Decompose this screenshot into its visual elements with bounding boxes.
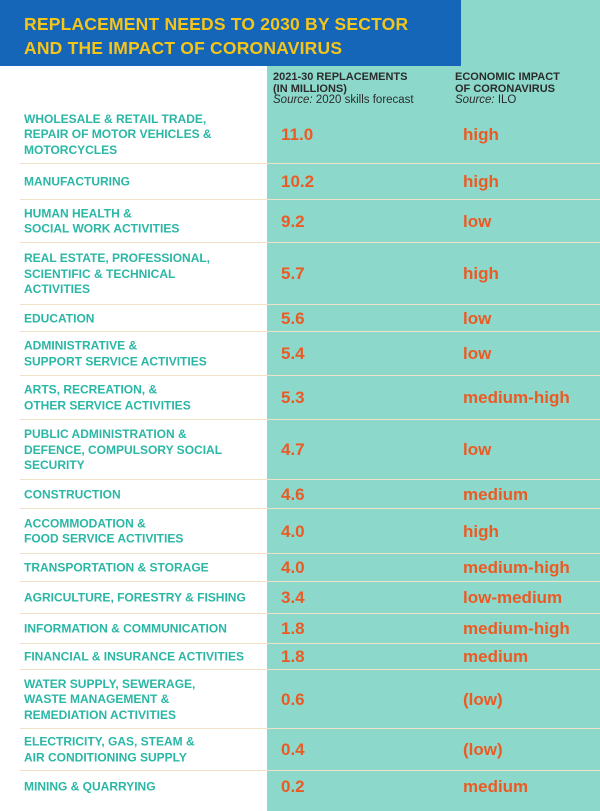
sector-label: CONSTRUCTION — [24, 486, 121, 501]
table-row — [0, 480, 600, 509]
table-row — [0, 105, 600, 164]
table-row — [0, 200, 600, 243]
replacement-value: 3.4 — [281, 588, 305, 607]
sector-label: AGRICULTURE, FORESTRY & FISHING — [24, 590, 246, 605]
impact-rating: high — [463, 264, 499, 283]
table-row — [0, 614, 600, 644]
replacement-value: 4.0 — [281, 558, 305, 577]
replacement-value: 5.7 — [281, 264, 305, 283]
sector-label: MINING & QUARRYING — [24, 778, 156, 793]
table-row — [0, 420, 600, 480]
sector-label: ELECTRICITY, GAS, STEAM & AIR CONDITIONING SUPPLY — [24, 734, 195, 764]
impact-rating: medium — [463, 776, 529, 796]
sector-label: WATER SUPPLY, SEWERAGE, WASTE MANAGEMENT & REMEDIATION ACTIVITIES — [24, 676, 196, 722]
sector-label: PUBLIC ADMINISTRATION & DEFENCE, COMPULSORY SOCIAL SECURITY — [24, 426, 223, 472]
impact-rating: high — [463, 124, 499, 144]
replacement-value: 10.2 — [281, 172, 315, 191]
table-row — [0, 376, 600, 420]
impact-rating: (low) — [463, 689, 503, 709]
table-row — [0, 644, 600, 670]
table-row — [0, 582, 600, 614]
replacement-value: 9.2 — [281, 211, 305, 231]
impact-rating: medium-high — [463, 619, 570, 638]
impact-rating: low — [463, 308, 492, 328]
sector-label: WHOLESALE & RETAIL TRADE, REPAIR OF MOTOR VEHICLES & MOTORCYCLES — [24, 111, 212, 157]
impact-column-header — [455, 72, 560, 107]
sector-label: ARTS, RECREATION, & OTHER SERVICE ACTIVITIES — [24, 382, 191, 412]
sector-label: ACCOMMODATION & FOOD SERVICE ACTIVITIES — [24, 516, 184, 546]
impact-source-label: Source: — [455, 94, 495, 106]
replacement-value: 1.8 — [281, 647, 305, 666]
replacement-value: 4.6 — [281, 484, 305, 504]
replacement-value: 5.4 — [281, 344, 305, 363]
impact-rating: medium-high — [463, 388, 570, 407]
sector-label: FINANCIAL & INSURANCE ACTIVITIES — [24, 649, 245, 664]
title-line-1: REPLACEMENT NEEDS TO 2030 BY SECTOR — [24, 14, 409, 34]
replacements-header-line-2: (IN MILLIONS) — [273, 82, 347, 95]
sector-label: REAL ESTATE, PROFESSIONAL, SCIENTIFIC & TECHNICAL ACTIVITIES — [24, 250, 211, 296]
table-row — [0, 670, 600, 729]
impact-rating: (low) — [463, 740, 503, 759]
replacement-value: 11.0 — [281, 124, 314, 144]
table-row — [0, 332, 600, 376]
replacement-value: 4.0 — [281, 521, 305, 541]
table-row — [0, 509, 600, 554]
replacement-value: 1.8 — [281, 619, 305, 638]
replacement-value: 0.6 — [281, 689, 305, 709]
replacement-value: 0.2 — [281, 776, 305, 796]
replacement-value: 5.6 — [281, 308, 305, 328]
title-banner — [0, 0, 461, 66]
title-line-2: AND THE IMPACT OF CORONAVIRUS — [24, 38, 343, 58]
table-row — [0, 164, 600, 200]
impact-header-line-2: OF CORONAVIRUS — [455, 82, 556, 95]
replacements-header-line-1: 2021-30 REPLACEMENTS — [273, 71, 408, 83]
replacements-source-text: 2020 skills forecast — [312, 94, 414, 106]
table-row — [0, 554, 600, 582]
impact-rating: low-medium — [463, 588, 563, 607]
replacement-value: 5.3 — [281, 388, 305, 407]
impact-rating: low — [463, 440, 492, 459]
table-row — [0, 243, 600, 305]
impact-rating: low — [463, 211, 492, 231]
impact-rating: medium-high — [463, 558, 570, 577]
sector-label: MANUFACTURING — [24, 174, 130, 189]
impact-source-text: ILO — [494, 94, 517, 106]
impact-rating: medium — [463, 484, 529, 504]
table-row — [0, 771, 600, 802]
impact-rating: high — [463, 172, 499, 191]
impact-header-line-1: ECONOMIC IMPACT — [455, 71, 560, 83]
impact-rating: medium — [463, 647, 529, 666]
replacements-column-header — [273, 72, 414, 107]
table-row — [0, 305, 600, 332]
sector-label: ADMINISTRATIVE & SUPPORT SERVICE ACTIVITIES — [24, 338, 207, 368]
replacements-source-label: Source: — [273, 94, 313, 106]
sector-label: INFORMATION & COMMUNICATION — [24, 621, 227, 636]
sector-label: EDUCATION — [24, 310, 95, 325]
impact-rating: low — [463, 344, 492, 363]
replacement-value: 4.7 — [281, 440, 305, 459]
sector-label: TRANSPORTATION & STORAGE — [24, 560, 209, 575]
sector-table — [0, 105, 600, 802]
table-row — [0, 729, 600, 771]
sector-label: HUMAN HEALTH & SOCIAL WORK ACTIVITIES — [24, 206, 180, 236]
impact-rating: high — [463, 521, 499, 541]
replacement-value: 0.4 — [281, 740, 305, 759]
